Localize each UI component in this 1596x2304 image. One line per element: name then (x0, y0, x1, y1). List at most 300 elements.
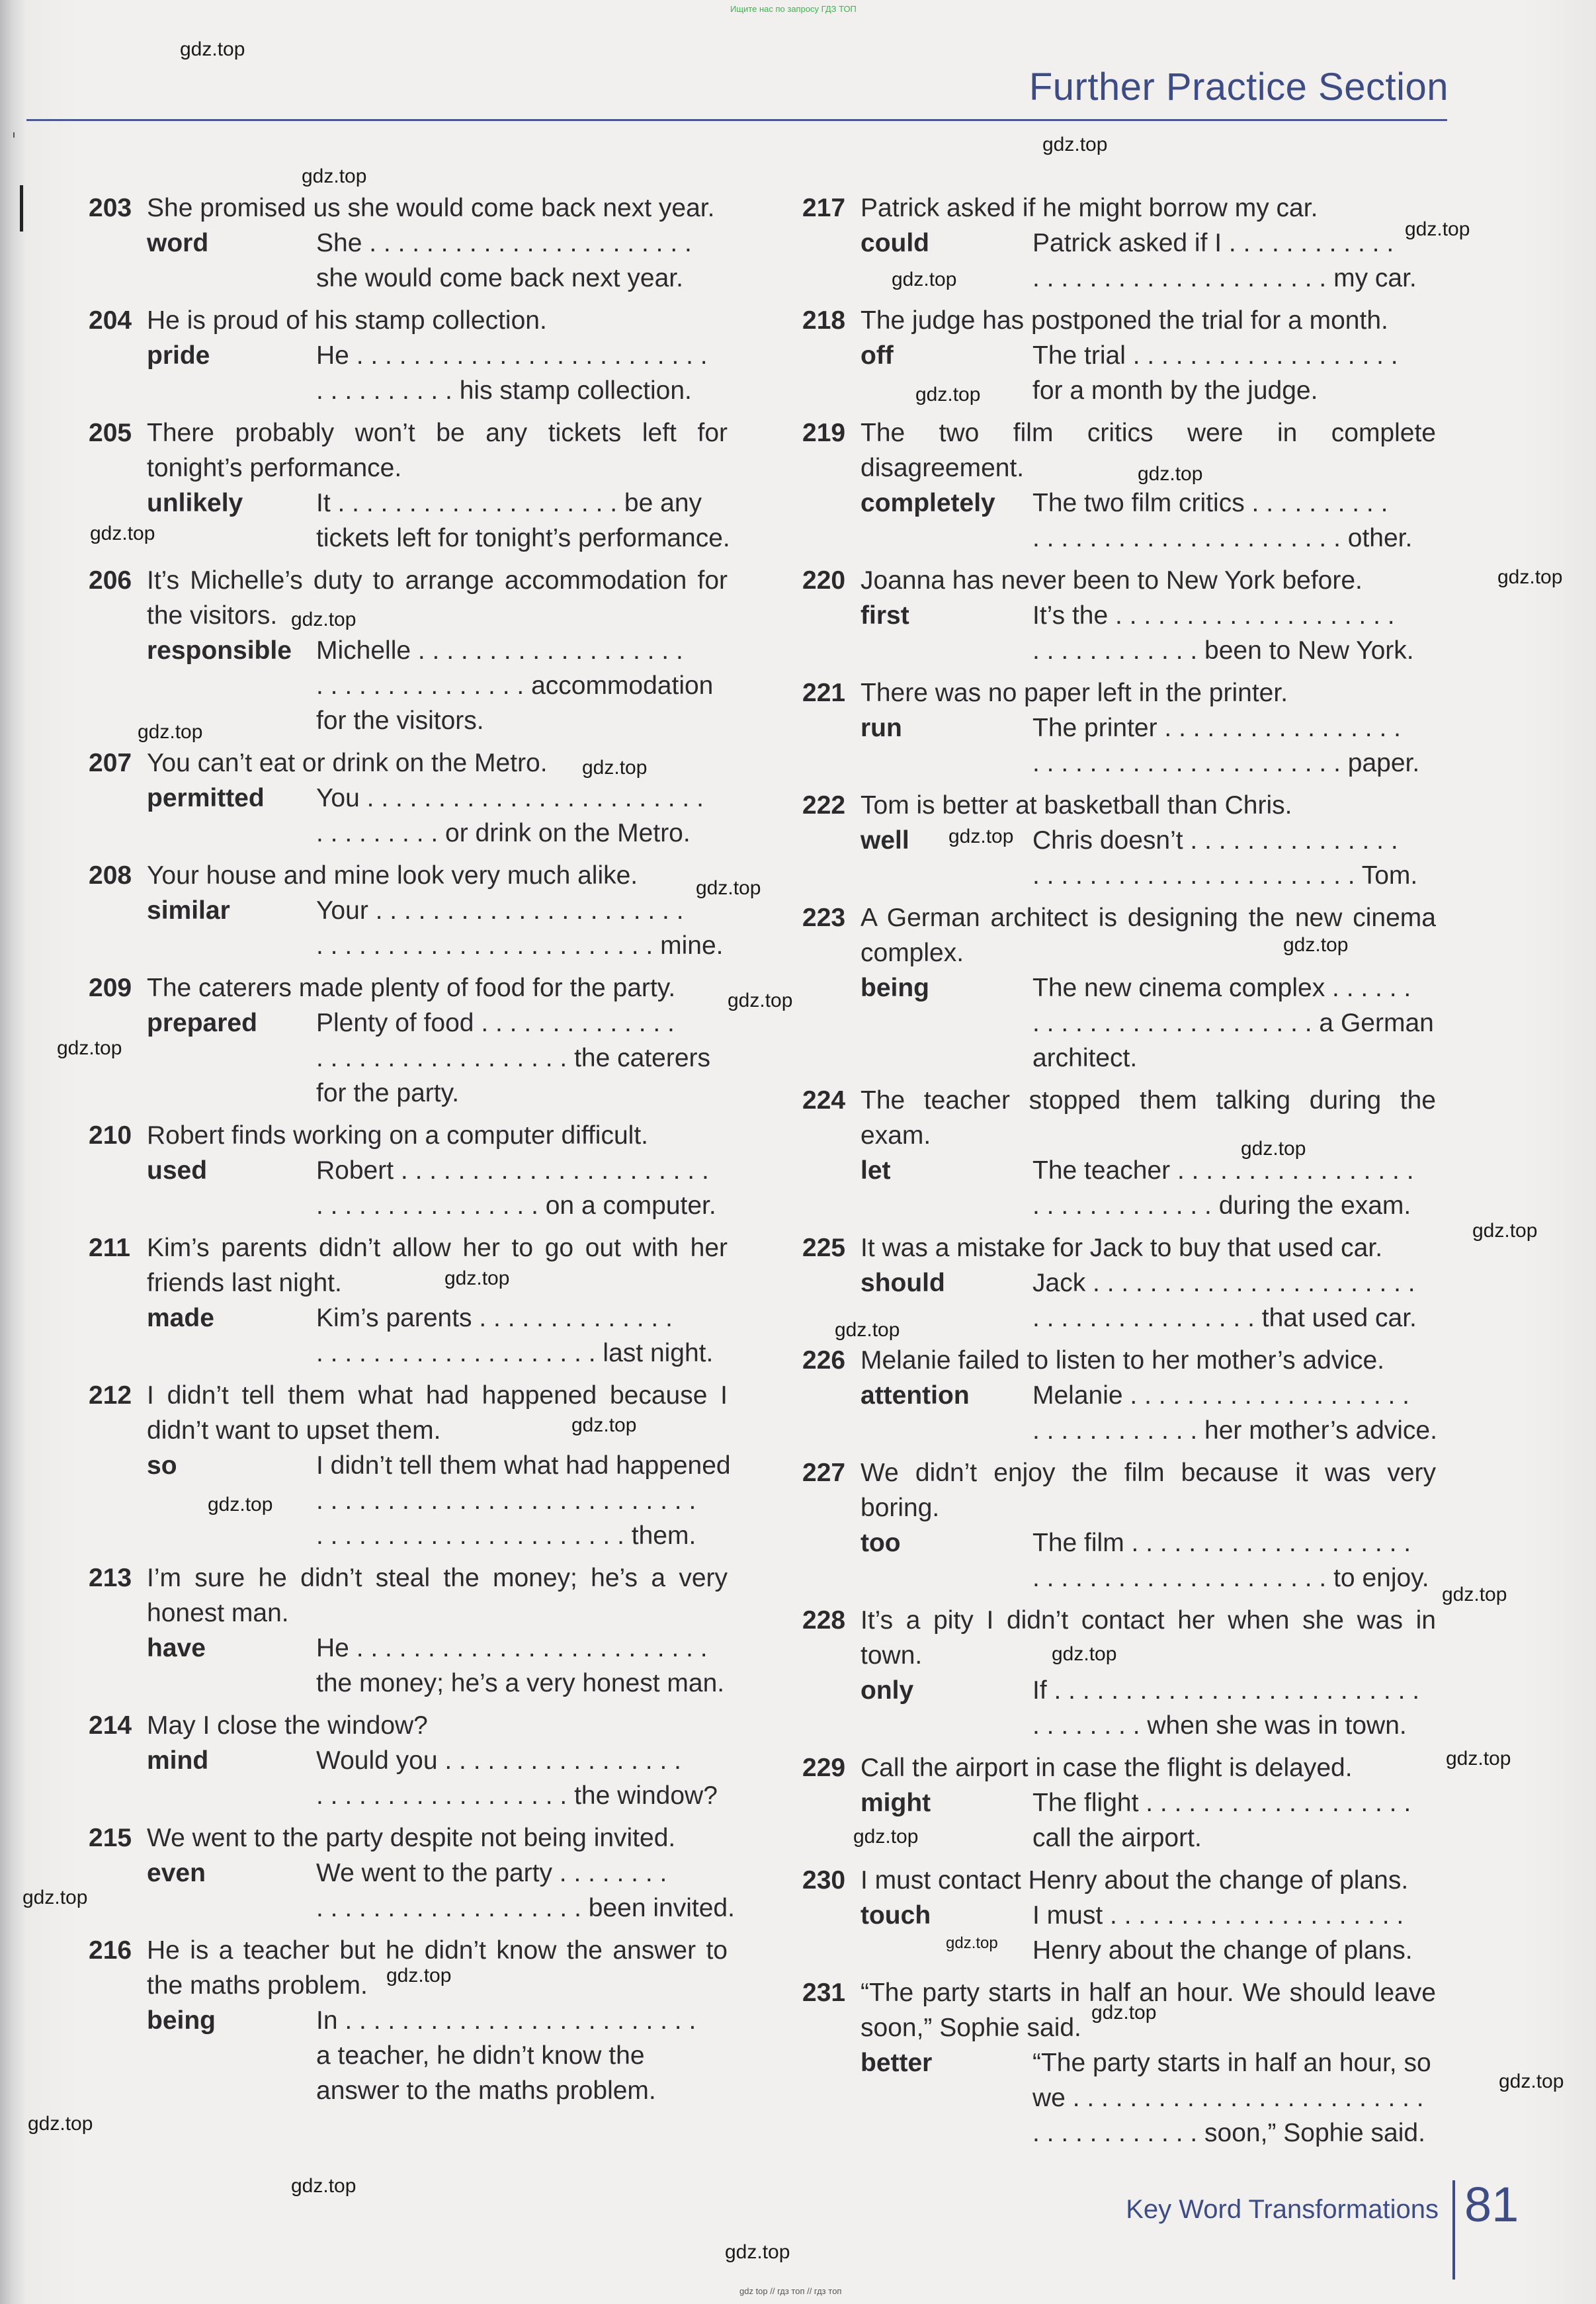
exercise-number: 230 (802, 1866, 846, 1895)
watermark: gdz.top (302, 165, 367, 187)
key-word: so (147, 1451, 177, 1480)
watermark: gdz.top (22, 1887, 88, 1908)
footer-separator (1452, 2180, 1455, 2280)
answer-line: She . . . . . . . . . . . . . . . . . . . . . . . (316, 229, 692, 257)
answer-line: In . . . . . . . . . . . . . . . . . . . . . . . . . (316, 2006, 696, 2035)
keyword-row (861, 598, 1436, 668)
watermark: gdz.top (835, 1319, 900, 1341)
exercise-number: 212 (89, 1381, 132, 1410)
answer-line: Your . . . . . . . . . . . . . . . . . . . . . . (316, 896, 684, 925)
exercise-sentence: I’m sure he didn’t steal the money; he’s a very honest man. (147, 1564, 728, 1627)
answer-gap (1032, 1898, 1436, 1968)
key-word: made (147, 1304, 214, 1332)
exercise-sentence-row (802, 1343, 1436, 1378)
answer-gap (1032, 2045, 1436, 2151)
keyword-row (147, 1631, 728, 1701)
answer-line: Patrick asked if I . . . . . . . . . . . . (1032, 229, 1394, 257)
exercise-item (802, 415, 1436, 556)
key-word: off (861, 341, 894, 370)
exercise-item (89, 970, 728, 1111)
answer-line: . . . . . . . . . . . . . . . accommodation (316, 671, 714, 700)
exercise-sentence: A German architect is designing the new cinema complex. (861, 904, 1436, 967)
exercise-number: 204 (89, 306, 132, 335)
key-word: pride (147, 341, 210, 370)
answer-line: The flight . . . . . . . . . . . . . . . . . . . (1032, 1789, 1411, 1817)
key-word: permitted (147, 784, 265, 812)
answer-gap (1032, 1673, 1436, 1743)
exercise-number: 214 (89, 1711, 132, 1740)
keyword-row (147, 226, 728, 296)
keyword-row (147, 1743, 728, 1813)
exercise-sentence: Call the airport in case the flight is delayed. (861, 1754, 1353, 1782)
answer-line: . . . . . . . . . . . . been to New York. (1032, 636, 1414, 665)
exercise-sentence: Melanie failed to listen to her mother’s advice. (861, 1346, 1384, 1375)
answer-gap (1032, 338, 1436, 408)
exercise-sentence: The caterers made plenty of food for the party. (147, 974, 676, 1002)
answer-line: Jack . . . . . . . . . . . . . . . . . . . . . . . (1032, 1269, 1415, 1297)
answer-line: . . . . . . . . . . . . her mother’s advice. (1032, 1416, 1437, 1445)
exercise-item (802, 303, 1436, 408)
key-word: even (147, 1859, 206, 1887)
exercise-number: 207 (89, 749, 132, 777)
answer-line: . . . . . . . . . . . . . . . . . . . . . . them. (316, 1521, 696, 1550)
exercise-number: 210 (89, 1121, 132, 1150)
answer-line: The trial . . . . . . . . . . . . . . . . . . . (1032, 341, 1398, 370)
exercise-item (802, 1863, 1436, 1968)
key-word: only (861, 1676, 914, 1705)
exercise-sentence-row (802, 788, 1436, 823)
key-word: being (147, 2006, 216, 2035)
answer-line: The printer . . . . . . . . . . . . . . . . . (1032, 714, 1401, 742)
key-word: completely (861, 489, 995, 517)
exercise-item (802, 675, 1436, 781)
exercise-sentence: I must contact Henry about the change of plans. (861, 1866, 1409, 1895)
answer-line: “The party starts in half an hour, so (1032, 2049, 1431, 2077)
answer-gap (316, 1005, 728, 1111)
exercise-number: 208 (89, 861, 132, 890)
answer-gap (316, 2003, 728, 2108)
exercise-item (89, 415, 728, 556)
answer-line: We went to the party . . . . . . . . (316, 1859, 667, 1887)
exercise-number: 213 (89, 1564, 132, 1592)
exercise-number: 227 (802, 1459, 846, 1487)
keyword-row (861, 1153, 1436, 1223)
exercise-number: 221 (802, 679, 846, 707)
binding-mark-small (13, 132, 15, 138)
key-word: prepared (147, 1009, 257, 1037)
answer-line: call the airport. (1032, 1824, 1202, 1852)
exercise-item (802, 563, 1436, 668)
answer-line: Would you . . . . . . . . . . . . . . . . . (316, 1746, 681, 1775)
exercise-sentence-row (802, 303, 1436, 338)
answer-line: He . . . . . . . . . . . . . . . . . . . . . . . . . (316, 341, 708, 370)
answer-line: . . . . . . . . . or drink on the Metro. (316, 819, 691, 847)
exercise-item (89, 1560, 728, 1701)
exercise-sentence-row (89, 1560, 728, 1631)
answer-line: I must . . . . . . . . . . . . . . . . . . . . . (1032, 1901, 1404, 1930)
watermark: gdz.top (892, 269, 957, 290)
answer-line: Henry about the change of plans. (1032, 1936, 1413, 1965)
exercise-number: 224 (802, 1086, 846, 1115)
exercise-number: 218 (802, 306, 846, 335)
key-word: used (147, 1156, 208, 1185)
answer-line: The film . . . . . . . . . . . . . . . . . . . . (1032, 1529, 1411, 1557)
watermark: gdz.top (728, 990, 793, 1011)
answer-line: for a month by the judge. (1032, 376, 1318, 405)
answer-line: . . . . . . . . . . . . . . . . . . . been invited. (316, 1894, 735, 1922)
watermark: gdz.top (1405, 218, 1470, 240)
exercise-sentence: I didn’t tell them what had happened because I didn’t want to upset them. (147, 1381, 728, 1445)
watermark: gdz.top (1091, 2002, 1157, 2024)
answer-line: You . . . . . . . . . . . . . . . . . . . . . . . . (316, 784, 704, 812)
answer-line: I didn’t tell them what had happened (316, 1451, 731, 1480)
exercise-number: 225 (802, 1234, 846, 1262)
exercise-sentence-row (802, 1750, 1436, 1785)
answer-line: The two film critics . . . . . . . . . . (1032, 489, 1388, 517)
exercise-number: 217 (802, 194, 846, 222)
key-word: first (861, 601, 909, 630)
key-word: responsible (147, 636, 292, 665)
answer-gap (316, 1631, 728, 1701)
exercise-number: 203 (89, 194, 132, 222)
exercise-sentence: Tom is better at basketball than Chris. (861, 791, 1292, 820)
exercise-sentence: Patrick asked if he might borrow my car. (861, 194, 1318, 222)
exercise-sentence-row (89, 1708, 728, 1743)
exercise-number: 206 (89, 566, 132, 595)
key-word: unlikely (147, 489, 243, 517)
exercise-sentence: We didn’t enjoy the film because it was very boring. (861, 1459, 1436, 1522)
answer-line: . . . . . . . . . . . . . during the exam. (1032, 1191, 1411, 1220)
exercise-sentence: May I close the window? (147, 1711, 428, 1740)
exercise-item (802, 1343, 1436, 1448)
keyword-row (147, 633, 728, 738)
exercise-item (89, 563, 728, 738)
keyword-row (147, 1005, 728, 1111)
keyword-row (861, 1898, 1436, 1968)
answer-line: Michelle . . . . . . . . . . . . . . . . . . . (316, 636, 683, 665)
answer-line: . . . . . . . . . . . . . . . . . . the caterers (316, 1044, 711, 1072)
answer-line: . . . . . . . . . . . . . . . . . . . . . . other. (1032, 524, 1413, 552)
keyword-row (147, 1153, 728, 1223)
exercise-sentence: Robert finds working on a computer difficult. (147, 1121, 648, 1150)
watermark: gdz.top (853, 1826, 919, 1848)
exercise-sentence-row (89, 415, 728, 486)
answer-gap (1032, 710, 1436, 781)
watermark: gdz.top (180, 38, 245, 60)
watermark: gdz.top (1472, 1220, 1538, 1242)
keyword-row (861, 1785, 1436, 1856)
answer-line: . . . . . . . . . . . . . . . . . . the window? (316, 1781, 718, 1810)
answer-gap (1032, 1265, 1436, 1336)
exercise-sentence-row (802, 1455, 1436, 1525)
exercise-number: 229 (802, 1754, 846, 1782)
exercise-sentence: There was no paper left in the printer. (861, 679, 1288, 707)
answer-line: . . . . . . . . . . . . . . . . . . . . . . . Tom. (1032, 861, 1418, 890)
exercise-item (89, 858, 728, 963)
watermark: gdz.top (57, 1037, 122, 1059)
exercise-number: 211 (89, 1234, 130, 1262)
answer-gap (316, 1301, 728, 1371)
answer-gap (1032, 970, 1436, 1076)
bottom-note: gdz top // гдз топ // гдз тoп (739, 2286, 842, 2296)
watermark: gdz.top (1442, 1584, 1507, 1605)
answer-line: The teacher . . . . . . . . . . . . . . . . . (1032, 1156, 1414, 1185)
exercise-number: 226 (802, 1346, 846, 1375)
answer-gap (316, 633, 728, 738)
exercise-sentence-row (802, 1863, 1436, 1898)
watermark: gdz.top (444, 1267, 510, 1289)
watermark: gdz.top (1052, 1643, 1117, 1665)
exercise-sentence: Kim’s parents didn’t allow her to go out with her friends last night. (147, 1234, 728, 1297)
exercise-sentence-row (89, 1230, 728, 1301)
exercise-sentence-row (802, 675, 1436, 710)
keyword-row (147, 893, 728, 963)
right-exercise-column (802, 191, 1436, 2158)
exercise-number: 223 (802, 904, 846, 932)
exercise-item (802, 1603, 1436, 1743)
answer-line: architect. (1032, 1044, 1138, 1072)
exercise-sentence: The two film critics were in complete disagreement. (861, 419, 1436, 482)
exercise-item (89, 1118, 728, 1223)
keyword-row (861, 1673, 1436, 1743)
watermark: gdz.top (725, 2241, 790, 2263)
answer-line: a teacher, he didn’t know the (316, 2041, 645, 2070)
key-word: better (861, 2049, 933, 2077)
key-word: run (861, 714, 902, 742)
answer-line: . . . . . . . . . . . . . . . . . . . . a German (1032, 1009, 1434, 1037)
answer-line: . . . . . . . . . . . . . . . . . . . . . . paper. (1032, 749, 1420, 777)
key-word: let (861, 1156, 891, 1185)
answer-line: It . . . . . . . . . . . . . . . . . . . . be any (316, 489, 702, 517)
answer-gap (316, 338, 728, 408)
exercise-number: 215 (89, 1824, 132, 1852)
answer-line: for the party. (316, 1079, 460, 1107)
exercise-number: 216 (89, 1936, 132, 1965)
key-word: too (861, 1529, 901, 1557)
answer-gap (316, 893, 728, 963)
exercise-sentence: He is proud of his stamp collection. (147, 306, 547, 335)
exercise-item (89, 1933, 728, 2108)
exercise-number: 220 (802, 566, 846, 595)
answer-gap (1032, 598, 1436, 668)
watermark: gdz.top (571, 1414, 637, 1436)
keyword-row (861, 710, 1436, 781)
exercise-number: 231 (802, 1979, 846, 2007)
binding-mark (20, 185, 23, 232)
answer-line: . . . . . . . . . . . . . . . . . . . . . my car. (1032, 264, 1417, 292)
watermark: gdz.top (1042, 134, 1108, 155)
exercise-item (89, 303, 728, 408)
answer-line: The new cinema complex . . . . . . (1032, 974, 1411, 1002)
keyword-row (147, 2003, 728, 2108)
exercise-sentence: “The party starts in half an hour. We should leave soon,” Sophie said. (861, 1979, 1436, 2042)
exercise-sentence: Your house and mine look very much alike. (147, 861, 638, 890)
watermark: gdz.top (696, 877, 761, 899)
exercise-sentence-row (802, 415, 1436, 486)
exercise-sentence: You can’t eat or drink on the Metro. (147, 749, 548, 777)
exercise-number: 209 (89, 974, 132, 1002)
answer-line: . . . . . . . . . . . . . . . . . . . . . . . . . . . (316, 1486, 696, 1515)
answer-line: . . . . . . . . . . . . soon,” Sophie said. (1032, 2119, 1425, 2147)
watermark: gdz.top (1241, 1138, 1306, 1160)
exercise-item (802, 1083, 1436, 1223)
watermark: gdz.top (915, 384, 981, 405)
key-word: attention (861, 1381, 970, 1410)
key-word: have (147, 1634, 206, 1662)
answer-line: the money; he’s a very honest man. (316, 1669, 725, 1697)
keyword-row (861, 1378, 1436, 1448)
exercise-sentence: We went to the party despite not being invited. (147, 1824, 676, 1852)
answer-gap (1032, 1378, 1437, 1448)
watermark: gdz.top (1138, 463, 1203, 485)
exercise-item (802, 788, 1436, 893)
exercise-item (89, 1708, 728, 1813)
exercise-item (89, 1230, 728, 1371)
answer-line: . . . . . . . . . . his stamp collection. (316, 376, 692, 405)
keyword-row (861, 2045, 1436, 2151)
exercise-sentence-row (89, 858, 728, 893)
watermark: gdz.top (1497, 566, 1563, 588)
answer-line: Chris doesn’t . . . . . . . . . . . . . . . (1032, 826, 1398, 855)
watermark: gdz.top (138, 721, 203, 743)
watermark: gdz.top (90, 523, 155, 544)
exercise-number: 228 (802, 1606, 846, 1635)
watermark: gdz.top (291, 2175, 357, 2197)
answer-line: we . . . . . . . . . . . . . . . . . . . . . . . . . (1032, 2084, 1424, 2112)
exercise-sentence: It’s Michelle’s duty to arrange accommodation for the visitors. (147, 566, 728, 630)
key-word: mind (147, 1746, 209, 1775)
exercise-number: 222 (802, 791, 846, 820)
key-word: could (861, 229, 929, 257)
watermark: gdz.top (1499, 2070, 1564, 2092)
answer-gap (1032, 486, 1436, 556)
answer-line: He . . . . . . . . . . . . . . . . . . . . . . . . . (316, 1634, 708, 1662)
exercise-sentence: She promised us she would come back next year. (147, 194, 715, 222)
exercise-number: 205 (89, 419, 132, 447)
exercise-sentence: He is a teacher but he didn’t know the answer to the maths problem. (147, 1936, 728, 2000)
exercise-sentence: The teacher stopped them talking during the exam. (861, 1086, 1436, 1150)
answer-line: she would come back next year. (316, 264, 683, 292)
answer-gap (1032, 1785, 1436, 1856)
answer-gap (1032, 1525, 1436, 1596)
exercise-sentence-row (89, 563, 728, 633)
exercise-sentence-row (89, 191, 728, 226)
exercise-sentence-row (89, 303, 728, 338)
answer-line: . . . . . . . . when she was in town. (1032, 1711, 1407, 1740)
answer-line: for the visitors. (316, 706, 484, 735)
keyword-row (861, 823, 1436, 893)
keyword-row (861, 1265, 1436, 1336)
watermark: gdz.top (28, 2113, 93, 2135)
answer-gap (316, 1856, 735, 1926)
answer-line: Robert . . . . . . . . . . . . . . . . . . . . . . (316, 1156, 709, 1185)
footer-title: Key Word Transformations (1126, 2195, 1439, 2224)
key-word: similar (147, 896, 230, 925)
answer-line: answer to the maths problem. (316, 2076, 656, 2105)
answer-gap (1032, 226, 1436, 296)
watermark: gdz.top (582, 757, 648, 779)
watermark: gdz.top (291, 609, 357, 630)
keyword-row (861, 486, 1436, 556)
exercise-sentence-row (802, 1083, 1436, 1153)
exercise-item (802, 1455, 1436, 1596)
answer-gap (316, 1153, 728, 1223)
exercise-sentence: There probably won’t be any tickets left for tonight’s performance. (147, 419, 728, 482)
keyword-row (147, 486, 728, 556)
watermark: gdz.top (948, 826, 1014, 847)
answer-line: . . . . . . . . . . . . . . . . . . . . . to enjoy. (1032, 1564, 1429, 1592)
answer-gap (316, 1743, 728, 1813)
page-number: 81 (1464, 2177, 1519, 2232)
answer-gap (316, 781, 728, 851)
answer-line: Plenty of food . . . . . . . . . . . . . . (316, 1009, 675, 1037)
exercise-item (89, 1820, 735, 1926)
answer-gap (316, 226, 728, 296)
answer-line: tickets left for tonight’s performance. (316, 524, 730, 552)
exercise-sentence: The judge has postponed the trial for a month. (861, 306, 1388, 335)
exercise-sentence-row (89, 1378, 728, 1448)
exercise-sentence-row (89, 1118, 728, 1153)
answer-gap (1032, 1153, 1436, 1223)
key-word: being (861, 974, 929, 1002)
exercise-sentence: It’s a pity I didn’t contact her when she was in town. (861, 1606, 1436, 1670)
answer-line: Kim’s parents . . . . . . . . . . . . . . (316, 1304, 673, 1332)
keyword-row (861, 1525, 1436, 1596)
watermark: gdz.top (208, 1494, 273, 1515)
exercise-sentence-row (802, 563, 1436, 598)
exercise-sentence-row (802, 1230, 1436, 1265)
key-word: word (147, 229, 209, 257)
answer-line: It’s the . . . . . . . . . . . . . . . . . . . . (1032, 601, 1395, 630)
exercise-sentence: Joanna has never been to New York before. (861, 566, 1363, 595)
answer-line: . . . . . . . . . . . . . . . . on a computer. (316, 1191, 716, 1220)
answer-line: . . . . . . . . . . . . . . . . . . . . last night. (316, 1339, 714, 1367)
header-rule (26, 119, 1447, 121)
exercise-sentence-row (802, 1603, 1436, 1673)
answer-line: . . . . . . . . . . . . . . . . that used car. (1032, 1304, 1417, 1332)
exercise-sentence-row (89, 970, 728, 1005)
exercise-item (89, 1378, 731, 1553)
keyword-row (147, 1301, 728, 1371)
answer-line: Melanie . . . . . . . . . . . . . . . . . . . . (1032, 1381, 1409, 1410)
watermark: gdz.top (1446, 1748, 1511, 1770)
top-search-note[interactable]: Ищите нас по запросу ГДЗ ТОП (730, 4, 857, 14)
exercise-sentence-row (89, 1820, 728, 1856)
key-word: should (861, 1269, 945, 1297)
key-word: might (861, 1789, 931, 1817)
exercise-item (89, 191, 728, 296)
answer-gap (1032, 823, 1436, 893)
answer-line: If . . . . . . . . . . . . . . . . . . . . . . . . . . (1032, 1676, 1420, 1705)
keyword-row (147, 1856, 735, 1926)
keyword-row (861, 970, 1436, 1076)
watermark: gdz.top (946, 1934, 998, 1952)
exercise-sentence-row (802, 191, 1436, 226)
section-title: Further Practice Section (1029, 65, 1449, 108)
exercise-sentence: It was a mistake for Jack to buy that used car. (861, 1234, 1383, 1262)
exercise-item (802, 900, 1436, 1076)
answer-gap (316, 1448, 731, 1553)
keyword-row (147, 338, 728, 408)
exercise-number: 219 (802, 419, 846, 447)
answer-line: . . . . . . . . . . . . . . . . . . . . . . . . mine. (316, 931, 724, 960)
watermark: gdz.top (1283, 934, 1349, 956)
keyword-row (147, 781, 728, 851)
key-word: touch (861, 1901, 931, 1930)
answer-gap (316, 486, 730, 556)
watermark: gdz.top (386, 1965, 452, 1986)
key-word: well (861, 826, 909, 855)
